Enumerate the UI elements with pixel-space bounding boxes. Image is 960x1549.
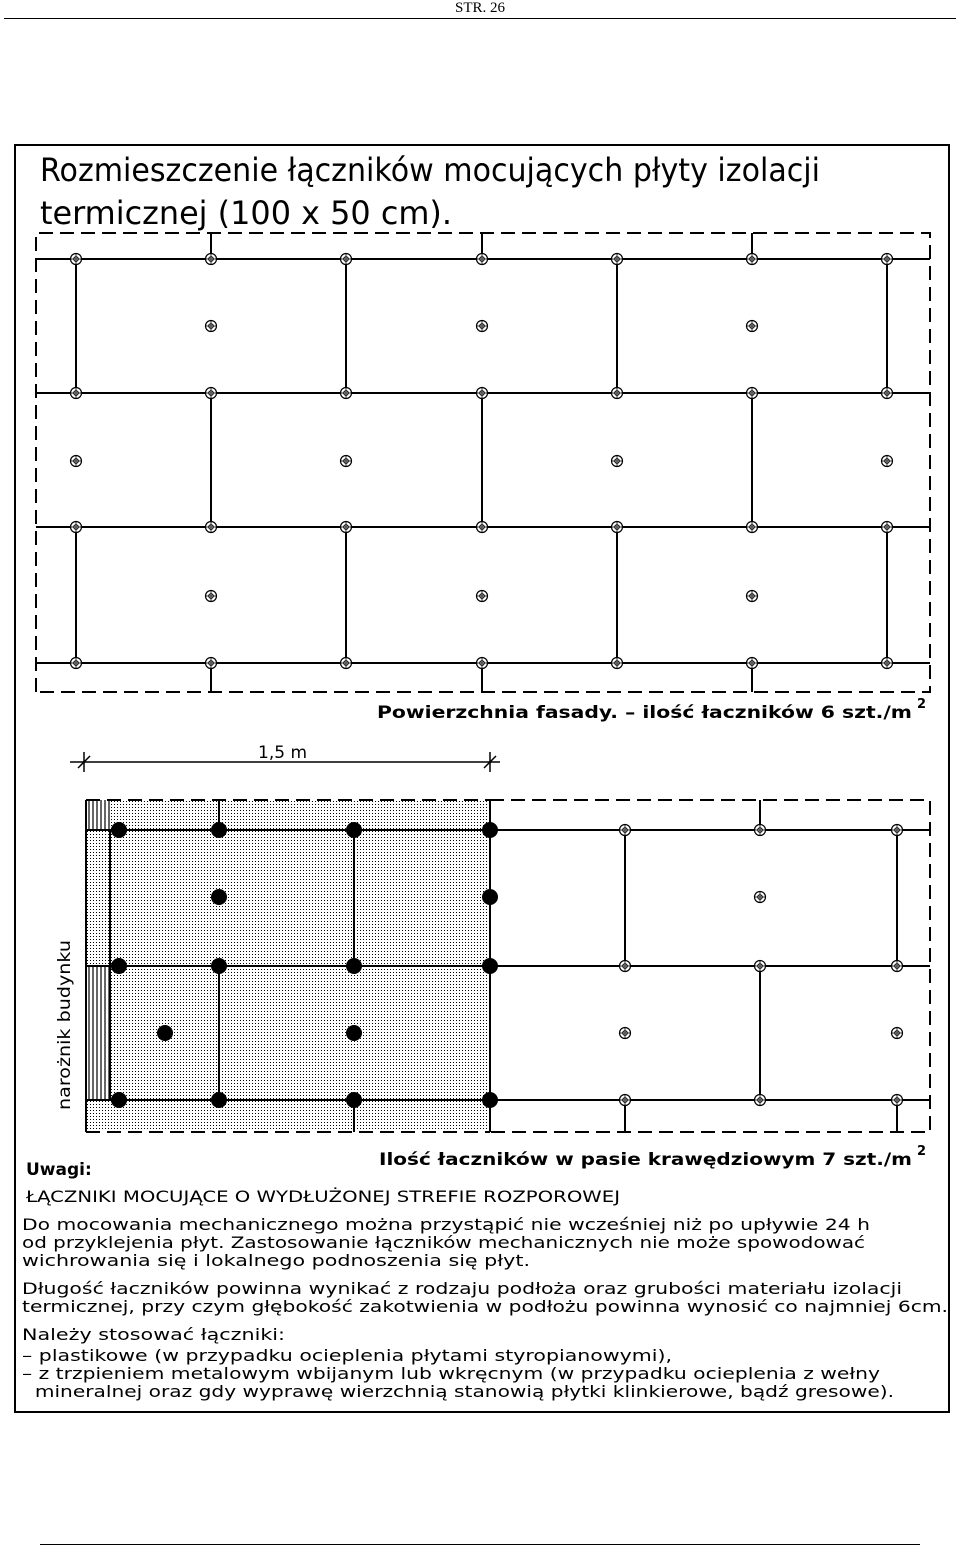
anchor-icon	[612, 388, 623, 399]
note-line: Należy stosować łączniki:	[22, 1325, 285, 1344]
anchor-icon	[477, 388, 488, 399]
page-header: STR. 26	[454, 0, 505, 16]
anchor-icon	[341, 388, 352, 399]
anchor-icon	[747, 522, 758, 533]
solid-anchor-icon	[157, 1025, 173, 1041]
anchor-icon	[892, 825, 903, 836]
note-line: – plastikowe (w przypadku ocieplenia płytami styropianowymi),	[22, 1346, 672, 1365]
solid-anchor-icon	[482, 958, 498, 974]
anchor-icon	[477, 522, 488, 533]
note-line: Długość łaczników powinna wynikać z rodzaju podłoża oraz grubości materiału izolacji	[22, 1279, 902, 1298]
solid-anchor-icon	[346, 822, 362, 838]
solid-anchor-icon	[211, 958, 227, 974]
drawing-title-line1: Rozmieszczenie łączników mocujących płyty izolacji	[40, 151, 820, 189]
notes-heading: Uwagi:	[26, 1160, 92, 1180]
anchor-icon	[71, 254, 82, 265]
anchor-icon	[206, 254, 217, 265]
anchor-icon	[747, 591, 758, 602]
anchor-icon	[477, 658, 488, 669]
note-line: – z trzpieniem metalowym wbijanym lub wkręcnym (w przypadku ocieplenia z wełny	[22, 1364, 880, 1383]
anchor-icon	[755, 892, 766, 903]
dimension-label: 1,5 m	[258, 743, 307, 763]
anchor-icon	[882, 456, 893, 467]
anchor-icon	[206, 658, 217, 669]
footer-rule	[40, 1544, 920, 1545]
solid-anchor-icon	[111, 822, 127, 838]
anchor-icon	[341, 658, 352, 669]
anchor-icon	[747, 254, 758, 265]
note-line: wichrowania się i lokalnego podnoszenia się płyt.	[22, 1251, 530, 1270]
anchor-icon	[341, 456, 352, 467]
facade-grid	[36, 233, 930, 692]
facade-caption-superscript: 2	[917, 697, 927, 712]
anchor-icon	[341, 254, 352, 265]
facade-caption: Powierzchnia fasady. – ilość łaczników 6 szt./m	[377, 703, 912, 723]
anchor-icon	[747, 658, 758, 669]
anchor-icon	[882, 388, 893, 399]
note-line: Do mocowania mechanicznego można przystąpić nie wcześniej niż po upływie 24 h	[22, 1215, 870, 1234]
anchor-icon	[620, 825, 631, 836]
anchor-icon	[71, 388, 82, 399]
anchor-icon	[882, 522, 893, 533]
anchor-icon	[892, 961, 903, 972]
corner-label: narożnik budynku	[55, 958, 75, 1110]
anchor-icon	[882, 254, 893, 265]
anchor-icon	[612, 522, 623, 533]
corner-hatch-bottom	[86, 966, 110, 1100]
edge-caption: Ilość łaczników w pasie krawędziowym 7 szt./m	[379, 1150, 912, 1170]
solid-anchor-icon	[211, 889, 227, 905]
anchor-icon	[892, 1095, 903, 1106]
note-line: mineralnej oraz gdy wyprawę wierzchnią stanowią płytki klinkierowe, bądź gresowe).	[22, 1382, 894, 1401]
solid-anchor-icon	[482, 822, 498, 838]
solid-anchor-icon	[482, 1092, 498, 1108]
anchor-icon	[71, 658, 82, 669]
solid-anchor-icon	[346, 958, 362, 974]
anchor-icon	[747, 321, 758, 332]
solid-anchor-icon	[482, 889, 498, 905]
notes-block	[22, 1160, 948, 1401]
solid-anchor-icon	[111, 958, 127, 974]
anchor-icon	[612, 254, 623, 265]
anchor-icon	[341, 522, 352, 533]
anchor-icon	[892, 1028, 903, 1039]
anchor-icon	[620, 1028, 631, 1039]
anchor-icon	[612, 658, 623, 669]
solid-anchor-icon	[346, 1092, 362, 1108]
anchor-icon	[477, 254, 488, 265]
anchor-icon	[71, 522, 82, 533]
anchor-icon	[755, 1095, 766, 1106]
anchor-icon	[620, 1095, 631, 1106]
anchor-icon	[755, 825, 766, 836]
solid-anchor-icon	[211, 822, 227, 838]
note-line: termicznej, przy czym głębokość zakotwienia w podłożu powinna wynosić co najmniej 6cm.	[22, 1297, 949, 1316]
anchor-icon	[612, 456, 623, 467]
anchor-icon	[71, 456, 82, 467]
anchor-icon	[620, 961, 631, 972]
anchor-icon	[477, 591, 488, 602]
anchor-icon	[206, 591, 217, 602]
corner-hatch-top	[86, 800, 110, 830]
anchor-icon	[755, 961, 766, 972]
note-line: od przyklejenia płyt. Zastosowanie łączników mechanicznych nie może spowodować	[22, 1233, 865, 1252]
drawing-title-line2: termicznej (100 x 50 cm).	[40, 194, 452, 232]
anchor-icon	[882, 658, 893, 669]
anchor-icon	[206, 522, 217, 533]
anchor-icon	[206, 321, 217, 332]
notes-subheading: ŁĄCZNIKI MOCUJĄCE O WYDŁUŻONEJ STREFIE ROZPOROWEJ	[24, 1187, 620, 1206]
solid-anchor-icon	[211, 1092, 227, 1108]
solid-anchor-icon	[346, 1025, 362, 1041]
anchor-icon	[206, 388, 217, 399]
anchor-icon	[477, 321, 488, 332]
anchor-icon	[747, 388, 758, 399]
edge-caption-superscript: 2	[917, 1144, 927, 1159]
solid-anchor-icon	[111, 1092, 127, 1108]
